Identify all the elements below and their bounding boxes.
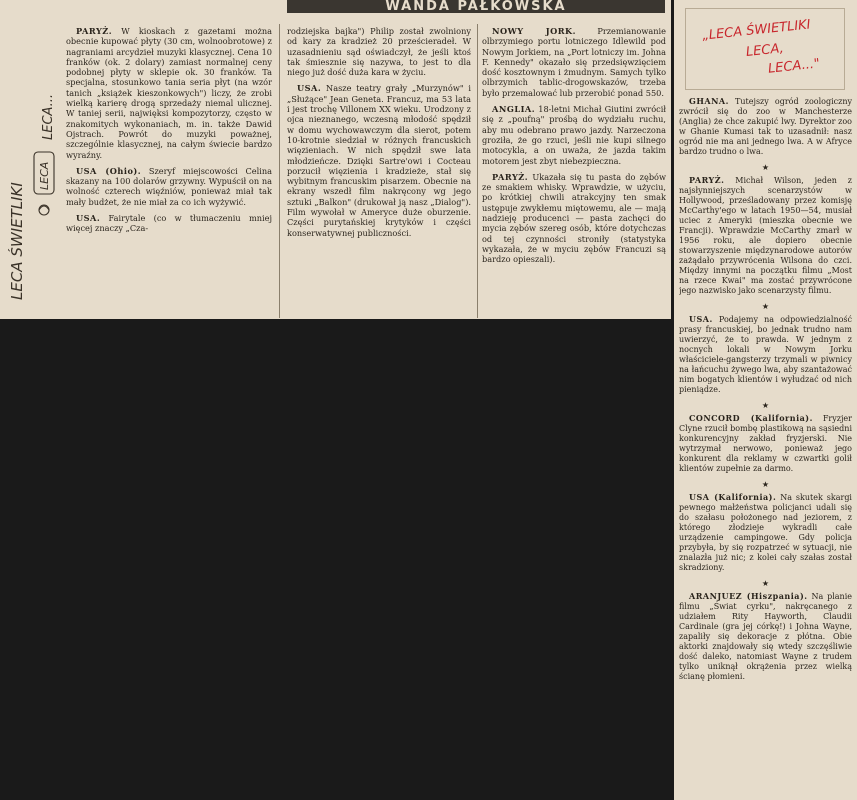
news-text: Podajemy na odpowiedzialność prasy francuskiej, bo jednak trudno nam uwierzyć, że to prawda. W jednym z nocnych lokali w Nowym Jorku właściciele-gangsterzy trzymali w piwnicy na łańcuchu żywego lwa, aby szantażować nim bogatych klientów i wyłudzać od nich pieniądze.: [679, 315, 852, 394]
news-text: Fryzjer Clyne rzucił bombę plastikową na sąsiedni konkurencyjny zakład fryzjerski. Nie wytrzymał nerwowo, ponieważ jego konkurent dla reklamy w czwartki golił klientów zupełnie za darmo.: [679, 414, 852, 473]
news-item: [482, 172, 666, 265]
news-location: ARANJUEZ (Hiszpania).: [689, 591, 808, 601]
news-location: USA (Ohio).: [76, 165, 142, 176]
news-text: 18-letni Michał Giutini zwrócił się z „poufną" prośbą do wydziału ruchu, aby mu odebrano prawo jazdy. Narzeczona groziła, że go rzuci, jeśli nie kupi silnego motocykla, a on uważa, że jazda takim motorem jest zbyt niebezpieczna.: [482, 104, 666, 166]
logo-right-text-3: LECA...": [767, 56, 821, 77]
column-divider: [279, 24, 280, 318]
news-item: [66, 166, 272, 207]
news-column-2: [287, 26, 471, 318]
news-location: NOWY JORK.: [492, 26, 576, 36]
main-clipping: [0, 0, 671, 319]
side-clipping: [674, 0, 857, 800]
news-text: Szeryf miejscowości Celina skazany na 100 dolarów grzywny. Wypuścił on na wolność czterech więźniów, ponieważ miał tak mały budżet, że nie miał za co ich wyżywić.: [66, 165, 272, 207]
news-item: [66, 26, 272, 160]
news-location: ANGLIA.: [492, 104, 536, 115]
news-text: W kioskach z gazetami można obecnie kupować płyty (30 cm, wolnoobrotowe) z nagraniami arcydzieł muzyki klasycznej. Cena 10 franków (ok. 2 dolary) zamiast normalnej ceny podobnej płyty w sklepie ok. 30 franków. Ta specjalna, stosunkowo tania seria płyt (na wzór tanich „książek kieszonkowych") liczy, że zrobi wielką karierę drogą sprzedaży niemal ulicznej. W taniej serii, najwięksi kompozytorzy, często w znakomitych wykonaniach, m. in. także Dawid Ojstrach. Powrót do muzyki poważnej, szczególnie klasycznej, na całym świecie bardzo wyraźny.: [66, 26, 272, 160]
column-divider: [477, 24, 478, 318]
news-item: [482, 26, 666, 98]
logo-side-text-1: LECA ŚWIETLIKI: [8, 182, 26, 300]
news-item: [287, 26, 471, 77]
news-text: Przemianowanie olbrzymiego portu lotniczego Idlewild pod Nowym Jorkiem, na „Port lotniczy im. Johna F. Kennedy" okazało się przedsięwzięciem dość kosztownym i żmudnym. Samych tylko olbrzymich tablic-drogowskazów, trzeba było przemalować lub przerobić ponad 550.: [482, 26, 666, 98]
news-text: Nasze teatry grały „Murzynów" i „Służące" Jean Geneta. Francuz, ma 53 lata i jest trochę Villonem XX wieku. Urodzony z ojca nieznanego, wczesną młodość spędził w domu wychowawczym dla sierot, potem 10-krotnie siedział w różnych francuskich więzieniach. W nich spędził swe lata młodzieńcze. Dzięki Sartre'owi i Cocteau porzucił więzienia i kradzieże, stał się wybitnym francuskim pisarzem. Obecnie na ekrany wszedł film nakręcony wg jego sztuki „Balkon" (drukował ją nasz „Dialog"). Film wywołał w Ameryce duże oburzenie. Części purytańskiej krytyków i części konserwatywnej publiczności.: [287, 83, 471, 238]
separator-star-icon: ★: [761, 302, 770, 311]
news-location: USA.: [297, 83, 322, 94]
news-item: [679, 96, 852, 157]
separator-star-icon: ★: [761, 401, 770, 410]
column-logo-vertical: [8, 40, 60, 310]
news-column-1: [66, 26, 272, 318]
news-location: PARYŻ.: [76, 26, 113, 36]
news-item: [482, 104, 666, 166]
news-text: Na skutek skargi pewnego małżeństwa policjanci udali się do szałasu położonego nad jeziorem, z którego złodzieje wykradli całe urządzenie campingowe. Gdy policja przybyła, by się rozpatrzeć w sytuacji, nie znalazła już nic; z kolei cały szałas został skradziony.: [679, 493, 852, 572]
news-item: [679, 492, 852, 573]
news-item: [679, 591, 852, 682]
news-text: Ukazała się tu pasta do zębów ze smakiem whisky. Wprawdzie, w użyciu, po krótkiej chwili atrakcyjny ten smak ustępuje zwykłemu miętowemu, ale — mają nadzieję producenci — pasta zachęci do mycia zębów szereg osób, które dotychczas od tej czynności stroniły (statystyka wykazała, że w myciu zębów Francuzi są bardzo opieszali).: [482, 171, 666, 265]
news-column-right: [679, 96, 852, 800]
news-item: [679, 314, 852, 395]
news-location: PARYŻ.: [689, 175, 725, 185]
news-text: rodziejska bajka") Philip został zwolniony od kary za kradzież 20 prześcieradeł. W uzasadnieniu sąd oświadczył, że jeśli ktoś tak śmiesznie się nazywa, to jest to dla niego już dość duża kara w życiu.: [287, 26, 471, 78]
fireflies-logo-icon: [8, 40, 60, 310]
news-text: Fairytale (co w tłumaczeniu mniej więcej znaczy „Cza-: [66, 213, 272, 234]
logo-right-text-2: LECA,: [745, 41, 785, 60]
news-text: Tutejszy ogród zoologiczny zwrócił się do zoo w Manchesterze (Anglia) że chce zakupić lwy. Dyrektor zoo w Ghanie Kumasi tak to uzasadnił: nasz ogród nie ma ani jednego lwa. A w Afryce bardzo trudno o lwa.: [679, 97, 852, 156]
separator-star-icon: ★: [761, 480, 770, 489]
news-location: USA.: [76, 213, 101, 224]
news-location: USA.: [689, 314, 713, 324]
fireflies-logo: [685, 8, 845, 90]
news-location: CONCORD (Kalifornia).: [689, 413, 813, 423]
news-location: PARYŻ.: [492, 171, 529, 182]
news-text: Michał Wilson, jeden z najsłynniejszych scenarzystów w Hollywood, prześladowany przez komisję McCarthy'ego w latach 1950—54, musiał uciec z Ameryki (mieszka obecnie we Francji). Wprawdzie McCarthy zmarł w 1956 roku, ale dopiero obecnie stowarzyszenie międzynarodowe autorów zażądało przywrócenia Wilsona do czci. Między innymi na początku filmu „Most na rzece Kwai" ma zostać przywrócone jego nazwisko jako scenarzysty filmu.: [679, 176, 852, 295]
news-location: GHANA.: [689, 96, 729, 106]
news-location: USA (Kalifornia).: [689, 492, 777, 502]
separator-star-icon: ★: [761, 579, 770, 588]
news-item: [679, 413, 852, 474]
news-item: [287, 83, 471, 237]
author-header: WANDA PAŁKOWSKA: [287, 0, 665, 13]
fireflies-logo-icon: [686, 9, 844, 89]
news-column-3: [482, 26, 666, 318]
news-text: Na planie filmu „Świat cyrku", nakręcanego z udziałem Rity Hayworth, Claudii Cardinale (gra jej córkę!) i Johna Wayne, zapaliły się dekoracje z płótna. Obie aktorki znajdowały się wtedy szczęśliwie dość daleko, natomiast Wayne z trudem tylko uniknął okrążenia przez wielką ścianę płomieni.: [679, 592, 852, 681]
separator-star-icon: ★: [761, 163, 770, 172]
logo-side-text-2: LECA...: [41, 93, 56, 140]
news-item: [679, 175, 852, 296]
logo-side-text-3: LECA: [38, 161, 51, 190]
logo-right-text-1: „LECA ŚWIETLIKI: [701, 17, 812, 44]
news-item: [66, 213, 272, 234]
